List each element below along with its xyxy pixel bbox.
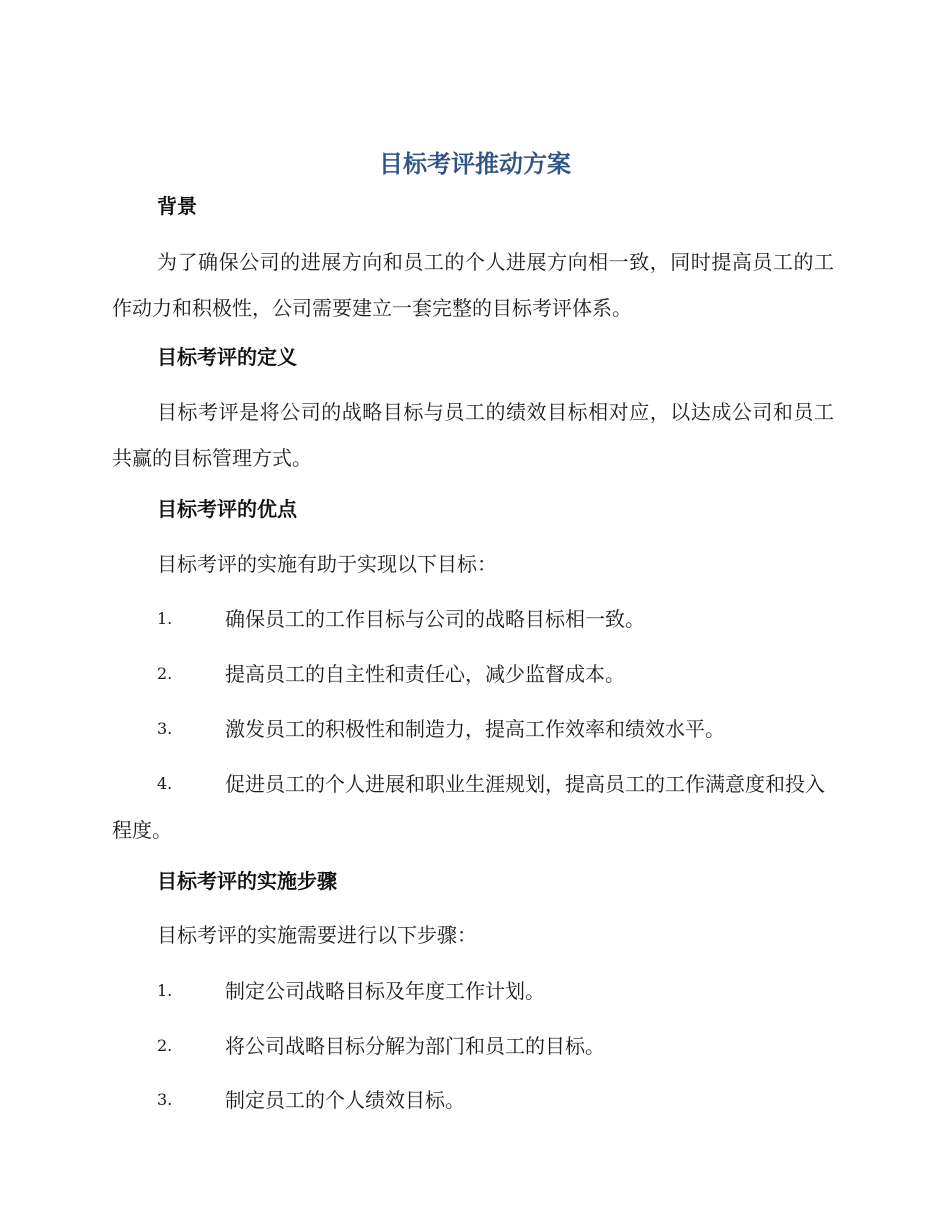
list-number: 2.: [157, 664, 173, 683]
list-item-text: 制定公司战略目标及年度工作计划。: [225, 979, 545, 1003]
background-paragraph: 为了确保公司的进展方向和员工的个人进展方向相一致，同时提高员工的工作动力和积极性，公司需要建立一套完整的目标考评体系。: [112, 250, 834, 320]
document-title: 目标考评推动方案: [379, 150, 571, 178]
list-number: 4.: [157, 774, 173, 793]
list-number: 3.: [157, 719, 173, 738]
list-item-text: 提高员工的自主性和责任心，减少监督成本。: [225, 662, 625, 686]
advantages-list-item: [112, 651, 834, 697]
list-number: 1.: [157, 609, 173, 628]
section-heading-background: 背景: [157, 194, 197, 218]
steps-list-item: [112, 968, 834, 1014]
list-number: 2.: [157, 1036, 173, 1055]
advantages-list-item: [112, 706, 834, 752]
list-item-text: 激发员工的积极性和制造力，提高工作效率和绩效水平。: [225, 717, 725, 741]
list-item-text: 将公司战略目标分解为部门和员工的目标。: [225, 1034, 605, 1058]
list-number: 1.: [157, 981, 173, 1000]
section-heading-advantages: 目标考评的优点: [157, 497, 297, 521]
list-item-text: 促进员工的个人进展和职业生涯规划，提高员工的工作满意度和投入程度。: [112, 772, 825, 842]
steps-list-item: [112, 1077, 834, 1123]
section-heading-definition: 目标考评的定义: [157, 345, 297, 369]
list-number: 3.: [157, 1090, 173, 1109]
definition-paragraph: 目标考评是将公司的战略目标与员工的绩效目标相对应，以达成公司和员工共赢的目标管理方式。: [112, 400, 834, 470]
advantages-list-item: [112, 596, 834, 642]
section-heading-steps: 目标考评的实施步骤: [157, 869, 337, 893]
advantages-intro: 目标考评的实施有助于实现以下目标：: [157, 552, 497, 576]
advantages-list-item: [112, 761, 834, 853]
list-item-text: 制定员工的个人绩效目标。: [225, 1088, 465, 1112]
steps-intro: 目标考评的实施需要进行以下步骤：: [157, 923, 477, 947]
list-item-text: 确保员工的工作目标与公司的战略目标相一致。: [225, 607, 645, 631]
steps-list-item: [112, 1023, 834, 1069]
